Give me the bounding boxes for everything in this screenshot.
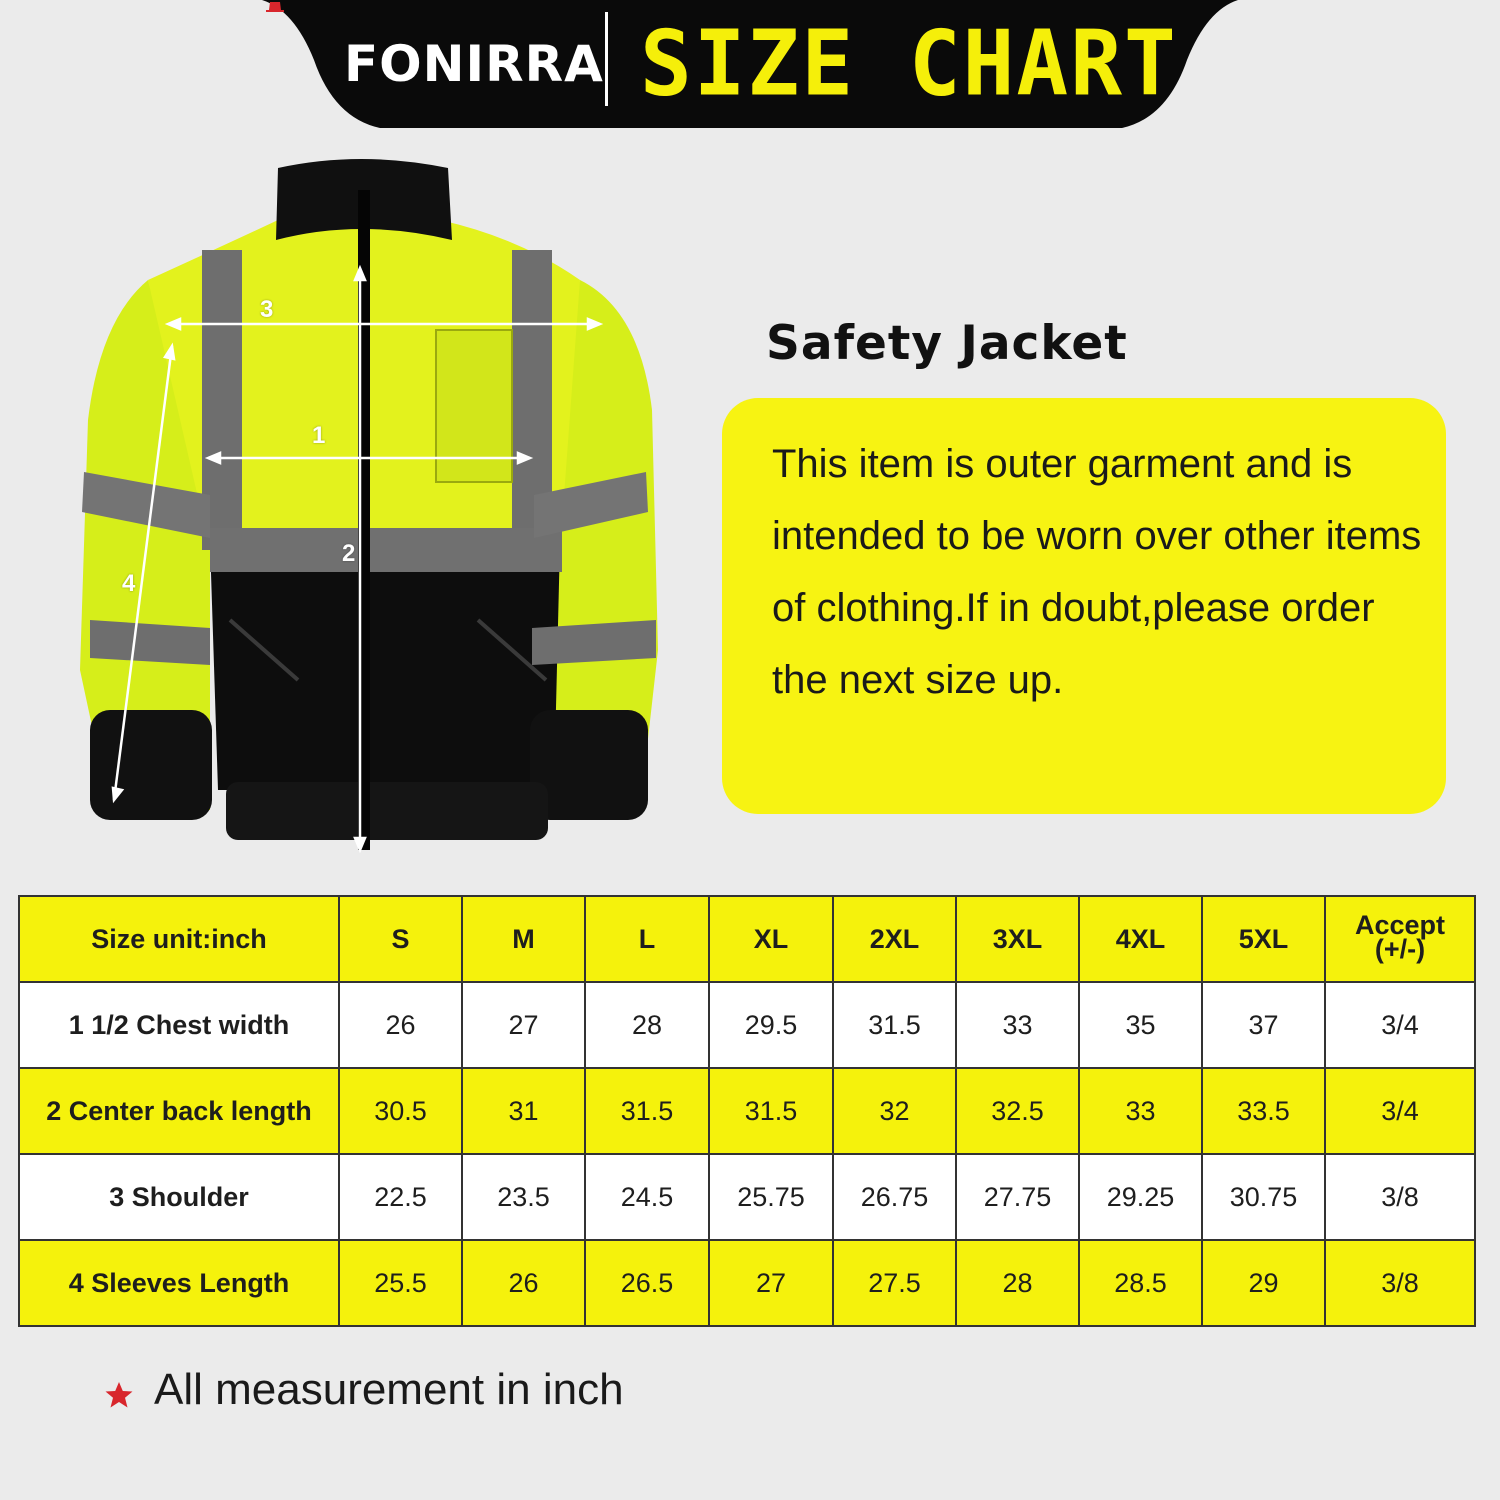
accept-label xyxy=(1354,910,1446,964)
header-cell-size: 4XL xyxy=(1079,896,1202,982)
table-cell: 28 xyxy=(956,1240,1079,1326)
table-cell: 32 xyxy=(833,1068,956,1154)
banner-divider xyxy=(605,12,608,106)
table-cell: 25.5 xyxy=(339,1240,462,1326)
table-row xyxy=(19,1154,1475,1240)
table-cell: 28 xyxy=(585,982,709,1068)
table-cell: 31.5 xyxy=(585,1068,709,1154)
table-cell: 30.5 xyxy=(339,1068,462,1154)
header-banner xyxy=(262,0,1238,132)
table-row xyxy=(19,982,1475,1068)
header-cell-accept xyxy=(1325,896,1475,982)
table-cell: 26 xyxy=(462,1240,585,1326)
table-cell: 29 xyxy=(1202,1240,1325,1326)
table-row xyxy=(19,1068,1475,1154)
table-cell: 32.5 xyxy=(956,1068,1079,1154)
measure-label-shoulder: 3 xyxy=(260,296,274,323)
jacket-illustration xyxy=(60,150,680,860)
table-cell: 26 xyxy=(339,982,462,1068)
table-cell: 27 xyxy=(709,1240,833,1326)
header-cell-size: 5XL xyxy=(1202,896,1325,982)
page-title: SIZE CHART xyxy=(640,11,1178,117)
table-cell: 33 xyxy=(956,982,1079,1068)
table-cell: 30.75 xyxy=(1202,1154,1325,1240)
table-cell-accept: 3/8 xyxy=(1325,1154,1475,1240)
measure-label-chest: 1 xyxy=(312,422,326,449)
table-cell: 22.5 xyxy=(339,1154,462,1240)
brand-logo: FONIRRA xyxy=(344,35,604,93)
table-cell: 26.75 xyxy=(833,1154,956,1240)
table-cell-accept: 3/8 xyxy=(1325,1240,1475,1326)
accept-line1: Accept xyxy=(1354,910,1446,940)
measure-label-length: 2 xyxy=(342,540,356,567)
jacket-image xyxy=(60,150,680,860)
table-cell: 31.5 xyxy=(833,982,956,1068)
table-cell-accept: 3/4 xyxy=(1325,1068,1475,1154)
table-cell: 33.5 xyxy=(1202,1068,1325,1154)
header-cell-size: M xyxy=(462,896,585,982)
table-cell: 29.25 xyxy=(1079,1154,1202,1240)
header-cell-size: XL xyxy=(709,896,833,982)
size-table xyxy=(18,895,1476,1327)
accept-line2: (+/-) xyxy=(1374,934,1426,964)
brand-hat-icon xyxy=(262,0,288,12)
row-label: 1 1/2 Chest width xyxy=(19,982,339,1068)
footer-note xyxy=(104,1358,804,1422)
product-title: Safety Jacket xyxy=(766,316,1128,371)
sizing-note-box xyxy=(722,398,1446,814)
table-header-row xyxy=(19,896,1475,982)
sizing-note-text: This item is outer garment and is intended to be worn over other items of clothing.If in doubt,please order the next size up. xyxy=(772,442,1422,702)
star-icon xyxy=(104,1380,134,1410)
table-cell: 27.75 xyxy=(956,1154,1079,1240)
table-cell: 25.75 xyxy=(709,1154,833,1240)
header-cell-size: 3XL xyxy=(956,896,1079,982)
table-cell: 37 xyxy=(1202,982,1325,1068)
table-cell: 33 xyxy=(1079,1068,1202,1154)
table-cell: 24.5 xyxy=(585,1154,709,1240)
header-cell-size: L xyxy=(585,896,709,982)
table-cell: 23.5 xyxy=(462,1154,585,1240)
table-cell: 27.5 xyxy=(833,1240,956,1326)
table-row xyxy=(19,1240,1475,1326)
table-cell: 26.5 xyxy=(585,1240,709,1326)
table-cell-accept: 3/4 xyxy=(1325,982,1475,1068)
table-cell: 27 xyxy=(462,982,585,1068)
row-label: 2 Center back length xyxy=(19,1068,339,1154)
table-cell: 28.5 xyxy=(1079,1240,1202,1326)
table-cell: 29.5 xyxy=(709,982,833,1068)
table-cell: 31.5 xyxy=(709,1068,833,1154)
footer-note-text: All measurement in inch xyxy=(154,1365,624,1414)
table-cell: 31 xyxy=(462,1068,585,1154)
header-cell-unit: Size unit:inch xyxy=(19,896,339,982)
measure-label-sleeve: 4 xyxy=(122,570,136,597)
row-label: 4 Sleeves Length xyxy=(19,1240,339,1326)
row-label: 3 Shoulder xyxy=(19,1154,339,1240)
header-cell-size: S xyxy=(339,896,462,982)
header-cell-size: 2XL xyxy=(833,896,956,982)
table-cell: 35 xyxy=(1079,982,1202,1068)
